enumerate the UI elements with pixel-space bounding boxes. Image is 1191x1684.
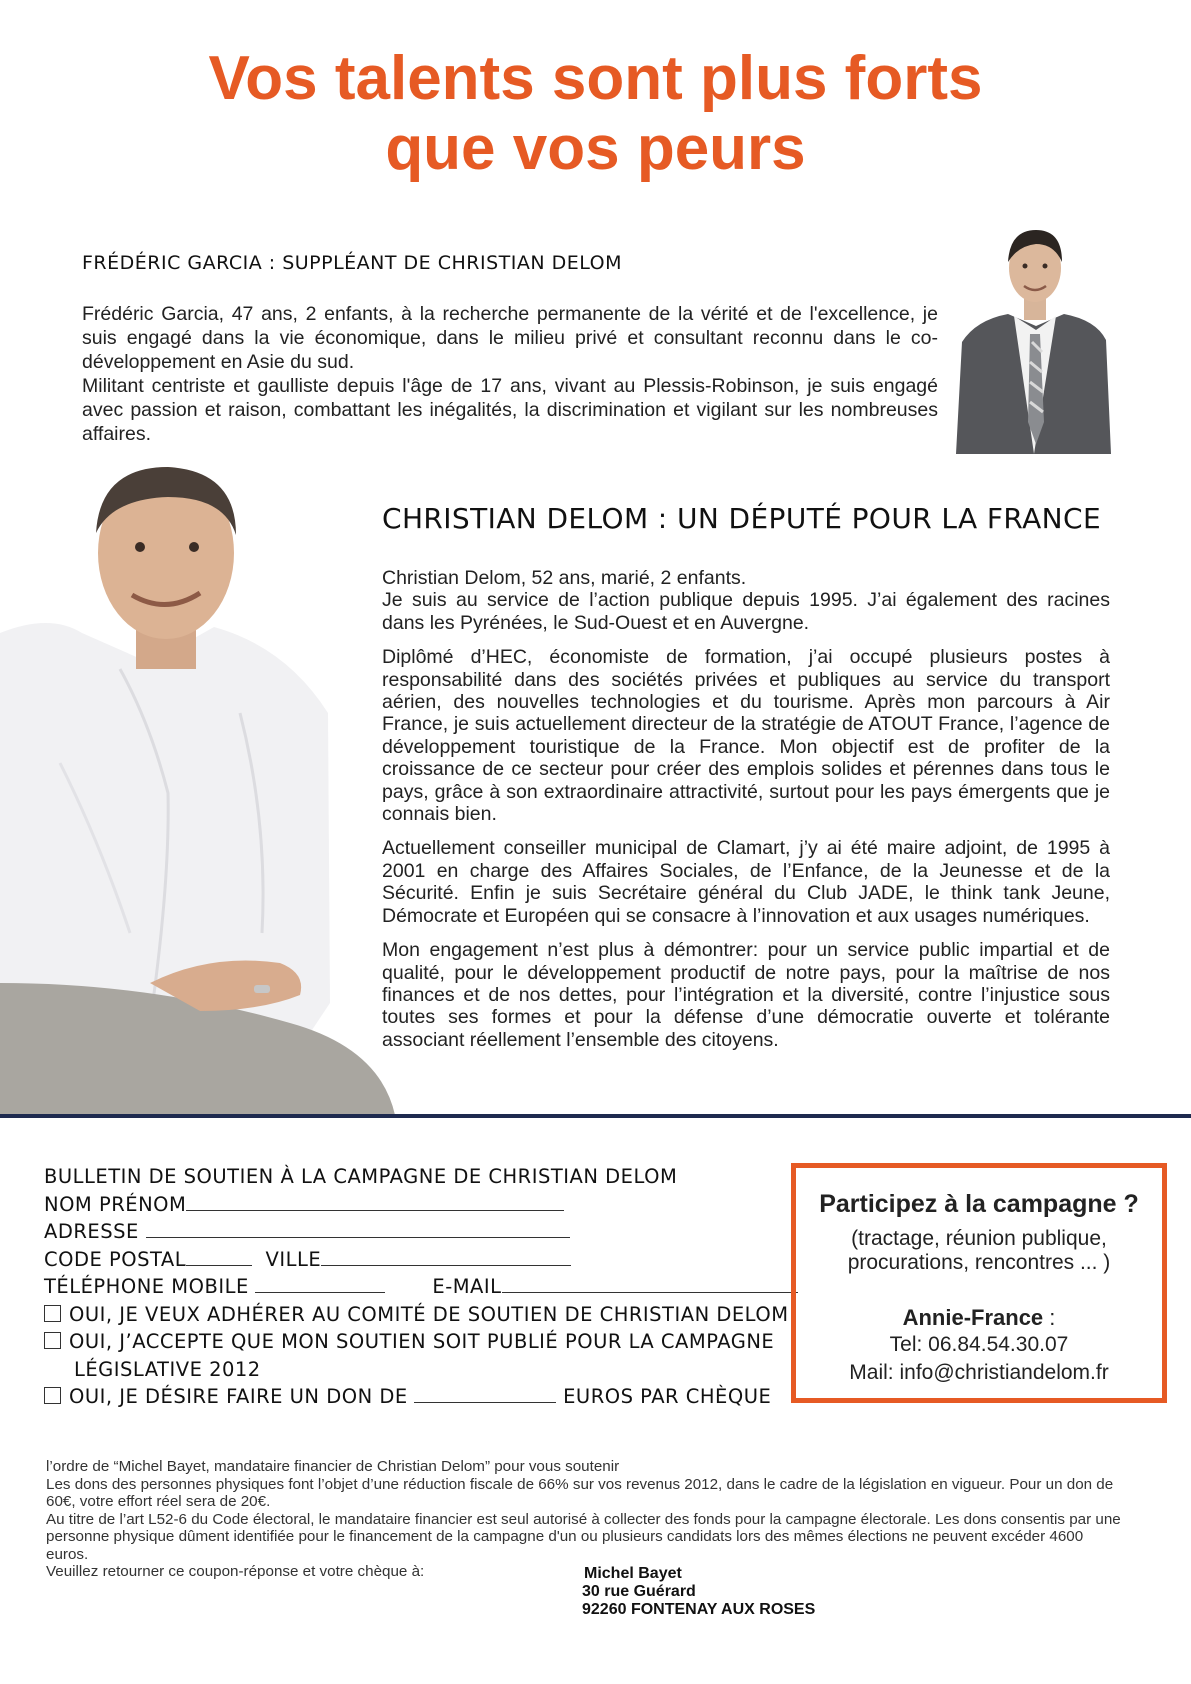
email-field[interactable]	[502, 1274, 798, 1293]
fine-print	[46, 1458, 1129, 1581]
option-3-label-pre: OUI, JE DÉSIRE FAIRE UN DON DE	[69, 1385, 408, 1408]
participate-title: Participez à la campagne ?	[819, 1190, 1139, 1218]
telephone-field[interactable]	[255, 1274, 385, 1293]
option-2-label-line-1: OUI, J’ACCEPTE QUE MON SOUTIEN SOIT PUBLIÉ POUR LA CAMPAGNE	[69, 1330, 775, 1353]
participate-subtitle-line-2: procurations, rencontres ... )	[847, 1251, 1111, 1274]
don-amount-field[interactable]	[414, 1384, 556, 1403]
form-option-3	[44, 1383, 784, 1411]
option-3-label-post: EUROS PAR CHÈQUE	[563, 1385, 772, 1408]
title-line-1: Vos talents sont plus forts	[208, 44, 983, 113]
code-postal-field[interactable]	[186, 1247, 252, 1266]
participate-subtitle-line-1: (tractage, réunion publique,	[851, 1227, 1107, 1250]
ville-field[interactable]	[321, 1247, 571, 1266]
contact-name: Annie-France	[902, 1305, 1044, 1330]
checkbox-adherer[interactable]	[44, 1305, 61, 1322]
form-row-code-postal	[44, 1246, 784, 1274]
contact-phone: Tel: 06.84.54.30.07	[889, 1333, 1069, 1356]
address-street: 30 rue Guérard	[582, 1583, 696, 1600]
candidate-paragraph-3: Actuellement conseiller municipal de Clamart, j’y ai été maire adjoint, de 1995 à 2001 en charge des Affaires Sociales, de l’Enfance, de la Jeunesse et de la Sécurité. Enfin je suis Secrétaire général du Club JADE, le think tank Jeune, Démocrate et Européen qui se consacre à l’innovation et aux usages numériques.	[382, 837, 1110, 927]
candidate-paragraph-1: Christian Delom, 52 ans, marié, 2 enfants. Je suis au service de l’action publique depuis 1995. J’ai également des racines dans les Pyrénées, le Sud-Ouest et en Auvergne.	[382, 567, 1110, 634]
suppleant-bio	[82, 302, 938, 446]
title-line-2: que vos peurs	[385, 114, 806, 183]
nom-field[interactable]	[186, 1192, 564, 1211]
adresse-label: ADRESSE	[44, 1220, 139, 1243]
fine-print-line-3: Au titre de l’art L52-6 du Code électoral, le mandataire financier est seul autorisé à collecter des fonds pour la campagne électorale. Les dons consentis par une personne physique dûment identifiée pour le financement de la campagne d'un ou plusieurs candidats lors des mêmes élections ne peuvent excéder 4600 euros.	[46, 1510, 1121, 1563]
suppleant-paragraph-2: Militant centriste et gaulliste depuis l'âge de 17 ans, vivant au Plessis-Robinson, je suis engagé avec passion et raison, combattant les inégalités, la discrimination et vigilant sur les nombreuses affaires.	[82, 375, 938, 445]
fine-print-line-1: l’ordre de “Michel Bayet, mandataire financier de Christian Delom” pour vous soutenir	[46, 1458, 620, 1475]
participate-subtitle	[796, 1227, 1162, 1275]
form-option-1	[44, 1301, 789, 1329]
option-1-label: OUI, JE VEUX ADHÉRER AU COMITÉ DE SOUTIEN DE CHRISTIAN DELOM	[69, 1302, 789, 1326]
telephone-label: TÉLÉPHONE MOBILE	[44, 1275, 249, 1298]
fine-print-line-4: Veuillez retourner ce coupon-réponse et votre chèque à:	[46, 1563, 425, 1580]
form-row-telephone	[44, 1273, 784, 1301]
option-2-label-line-2: LÉGISLATIVE 2012	[74, 1357, 261, 1381]
support-form	[44, 1163, 789, 1411]
return-address	[582, 1565, 815, 1619]
candidate-paragraph-2: Diplômé d’HEC, économiste de formation, j’ai occupé plusieurs postes à responsabilité dans des sociétés privées et publiques au service du transport aérien, des nouvelles technologies et du tourisme. Après mon parcours à Air France, je suis actuellement directeur de la stratégie de ATOUT France, l’agence de développement touristique de la France. Mon objectif est de profiter de la croissance de ce secteur pour créer des emplois solides et pérennes dans tous le pays, grâce à son extraordinaire attractivité, surtout pour les pays émergents que je connais bien.	[382, 646, 1110, 826]
nom-label: NOM PRÉNOM	[44, 1192, 187, 1216]
form-option-2-line-2	[44, 1356, 784, 1384]
email-label: E-MAIL	[432, 1275, 502, 1298]
checkbox-don[interactable]	[44, 1387, 61, 1404]
page-title	[0, 44, 1191, 184]
candidate-paragraph-4: Mon engagement n’est plus à démontrer: pour un service public impartial et de qualité, pour le développement productif de notre pays, pour la maîtrise de nos finances et de nos dettes, pour l’intégration et la diversité, contre l’injustice sous toutes ses formes et pour la défense d’une démocratie ouverte et tolérante associant réellement l’ensemble des citoyens.	[382, 939, 1110, 1051]
contact-colon: :	[1043, 1305, 1056, 1330]
candidate-bio	[382, 567, 1110, 1063]
suppleant-heading: FRÉDÉRIC GARCIA : SUPPLÉANT DE CHRISTIAN DELOM	[82, 252, 622, 274]
address-name: Michel Bayet	[584, 1565, 682, 1582]
candidate-heading: CHRISTIAN DELOM : UN DÉPUTÉ POUR LA FRANCE	[382, 502, 1102, 535]
fine-print-line-2: Les dons des personnes physiques font l’objet d’une réduction fiscale de 66% sur vos revenus 2012, dans le cadre de la législation en vigueur. Pour un don de 60€, votre effort réel sera de 20€.	[46, 1475, 1114, 1510]
participate-box	[791, 1163, 1167, 1403]
candidate-photo	[0, 463, 395, 1115]
suppleant-paragraph-1: Frédéric Garcia, 47 ans, 2 enfants, à la recherche permanente de la vérité et de l'excellence, je suis engagé dans la vie économique, dans le milieu privé et consultant reconnu dans le co-développement en Asie du sud.	[82, 303, 938, 373]
address-city: 92260 FONTENAY AUX ROSES	[582, 1601, 816, 1618]
checkbox-publication[interactable]	[44, 1332, 61, 1349]
section-divider	[0, 1114, 1191, 1118]
code-postal-label: CODE POSTAL	[44, 1247, 187, 1271]
form-title: BULLETIN DE SOUTIEN À LA CAMPAGNE DE CHRISTIAN DELOM	[44, 1165, 678, 1188]
form-option-2	[44, 1328, 784, 1356]
form-row-nom	[44, 1191, 784, 1219]
adresse-field[interactable]	[146, 1219, 570, 1238]
ville-label: VILLE	[265, 1247, 322, 1271]
contact-name-row	[796, 1305, 1162, 1331]
contact-email: Mail: info@christiandelom.fr	[849, 1361, 1109, 1384]
suppleant-photo	[956, 222, 1111, 454]
form-row-adresse	[44, 1218, 784, 1246]
